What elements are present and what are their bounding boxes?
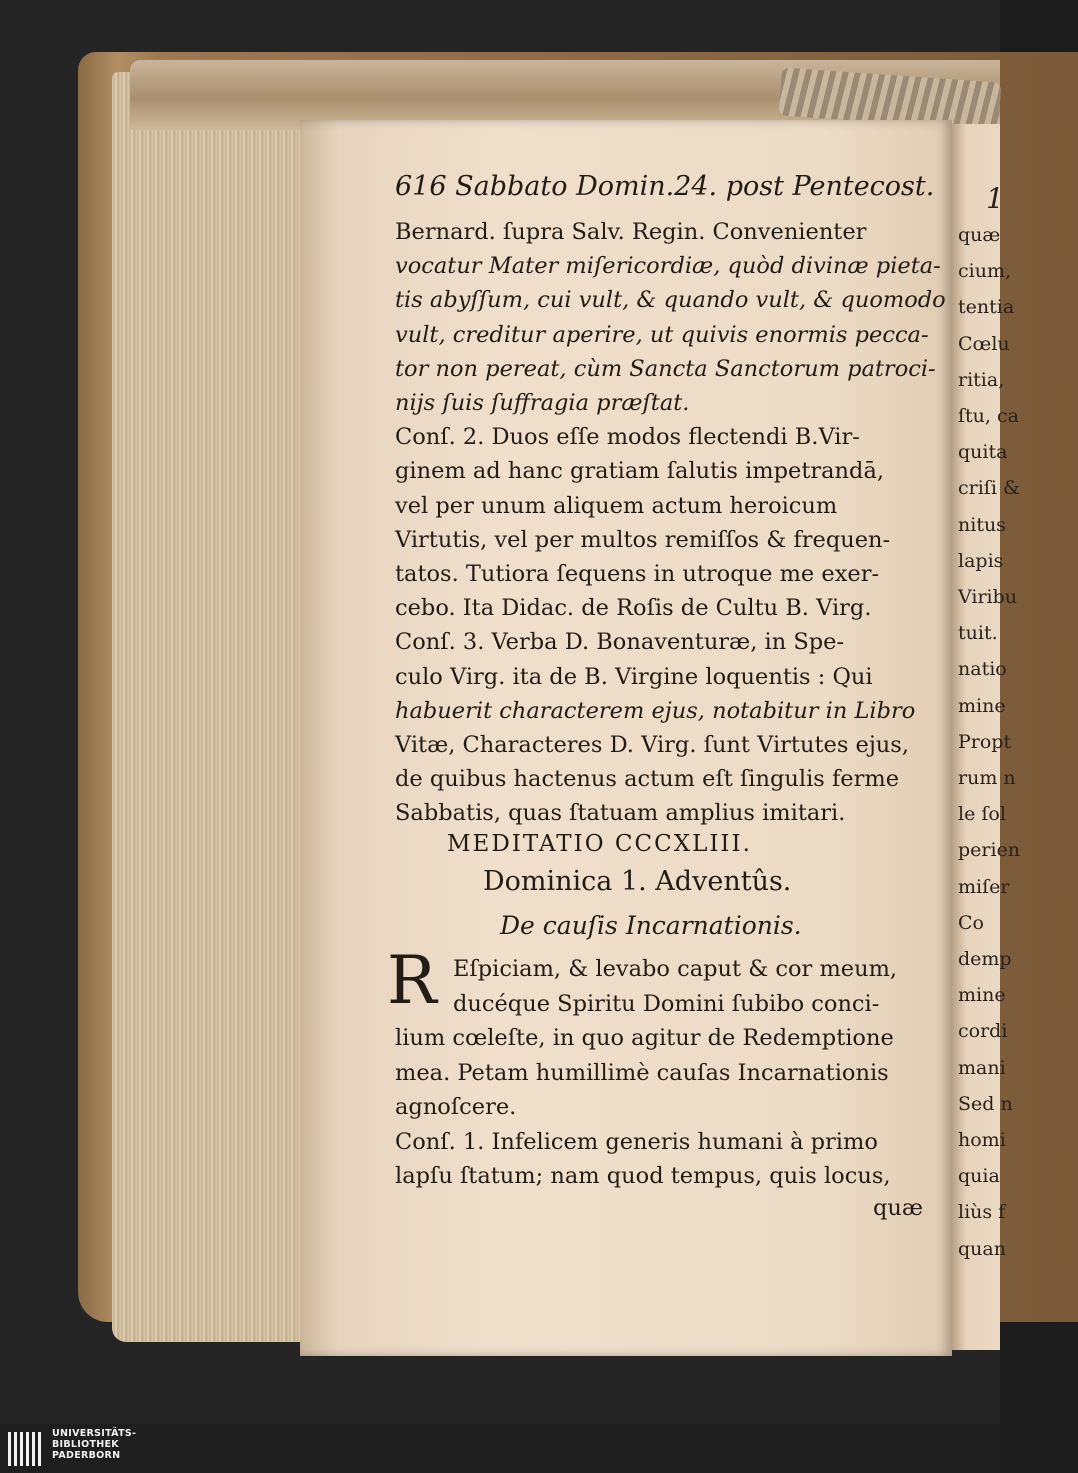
meditatio-heading: MEDITATIO CCCXLIII. [447, 831, 752, 857]
running-header: 616 Sabbato Domin.24. post Pentecost. [395, 171, 935, 202]
library-name-line2: BIBLIOTHEK [52, 1439, 119, 1450]
catchword: quæ [873, 1195, 924, 1221]
right-page-header: 1 [986, 182, 1004, 215]
text-line: vocatur Mater miſericordiæ, quòd divinæ pieta- [395, 253, 941, 280]
body-line: mea. Petam humillimè cauſas Incarnationis [395, 1059, 889, 1086]
right-page-line: homi [958, 1129, 1006, 1151]
text-line: Bernard. ſupra Salv. Regin. Convenienter [395, 219, 867, 245]
text-line: ginem ad hanc gratiam ſalutis impetrandā, [395, 458, 885, 485]
text-line: tor non pereat, cùm Sancta Sanctorum patroci- [395, 355, 936, 382]
right-page-line: le ſol [958, 803, 1006, 826]
right-page-line: tuit. [958, 622, 998, 645]
right-page-line: mani [958, 1056, 1006, 1079]
right-page-line: Viribu [958, 586, 1018, 608]
right-page-line: Co [958, 911, 984, 934]
text-line: Sabbatis, quas ſtatuam amplius imitari. [395, 800, 846, 827]
right-page-line: Propt [958, 730, 1012, 753]
library-footer [0, 1424, 1000, 1473]
right-page-line: quia [958, 1165, 1000, 1188]
right-page-line: quan [958, 1237, 1006, 1260]
body-line: lium cœleſte, in quo agitur de Redemptione [395, 1025, 894, 1051]
body-line: agnoſcere. [395, 1094, 517, 1120]
right-page-line: rum n [958, 767, 1016, 789]
body-line: Conſ. 1. Infelicem generis humani à primo [395, 1128, 878, 1155]
right-page-line: mine [958, 984, 1006, 1007]
right-page-line: ſtu, ca [958, 405, 1019, 427]
right-page-fragment [952, 124, 1021, 1350]
right-page-line: nitus [958, 513, 1006, 536]
right-page-line: natio [958, 658, 1007, 681]
right-page-line: quæ [958, 224, 1001, 246]
page-stack-edge [112, 72, 302, 1342]
text-line: habuerit characterem ejus, notabitur in Libro [395, 697, 916, 724]
text-line: de quibus hactenus actum eſt ſingulis ferme [395, 766, 900, 793]
library-logo-icon [6, 1428, 44, 1468]
text-line: vult, creditur aperire, ut quivis enormis pecca- [395, 321, 929, 348]
library-name [52, 1428, 136, 1461]
text-line: culo Virg. ita de B. Virgine loquentis : Qui [395, 663, 873, 690]
text-line: Virtutis, vel per multos remiſſos & frequen- [395, 526, 891, 553]
right-page-line: perien [958, 839, 1021, 862]
right-page-line: Cœlu [958, 332, 1010, 355]
text-line: vel per unum aliquem actum heroicum [395, 492, 838, 519]
right-page-line: lapis [958, 549, 1004, 572]
right-page-line: quita [958, 441, 1008, 464]
right-page-line: Sed n [958, 1092, 1013, 1115]
body-line: Eſpiciam, & levabo caput & cor meum, [453, 956, 898, 982]
right-page-line: demp [958, 948, 1012, 970]
text-line: nijs ſuis ſuffragia præſtat. [395, 390, 690, 416]
right-page-line: cordi [958, 1020, 1008, 1043]
drop-capital: R [387, 942, 437, 1019]
section-subtitle: De cauſis Incarnationis. [500, 911, 802, 940]
right-page-line: tentia [958, 296, 1015, 319]
right-page-line: mine [958, 694, 1006, 717]
body-line: lapſu ſtatum; nam quod tempus, quis locus, [395, 1163, 891, 1189]
right-page-line: liùs f [958, 1201, 1006, 1224]
text-line: tis abyſſum, cui vult, & quando vult, & quomodo [395, 287, 946, 314]
right-page-line: cium, [958, 260, 1012, 283]
text-line: Vitæ, Characteres D. Virg. ſunt Virtutes ejus, [395, 732, 909, 758]
right-page-line: ritia, [958, 368, 1005, 391]
dominica-heading: Dominica 1. Adventûs. [483, 866, 792, 897]
library-name-line1: UNIVERSITÄTS- [52, 1428, 137, 1439]
text-line: cebo. Ita Didac. de Roſis de Cultu B. Virg. [395, 595, 872, 622]
library-name-line3: PADERBORN [52, 1450, 121, 1461]
text-line: tatos. Tutiora ſequens in utroque me exer- [395, 561, 880, 587]
right-page-line: miſer [958, 875, 1010, 898]
text-line: Conſ. 2. Duos eſſe modos flectendi B.Vir- [395, 424, 860, 451]
text-line: Conſ. 3. Verba D. Bonaventuræ, in Spe- [395, 629, 845, 656]
right-page-line: criſi & [958, 477, 1020, 500]
body-line: ducéque Spiritu Domini ſubibo conci- [453, 990, 880, 1017]
